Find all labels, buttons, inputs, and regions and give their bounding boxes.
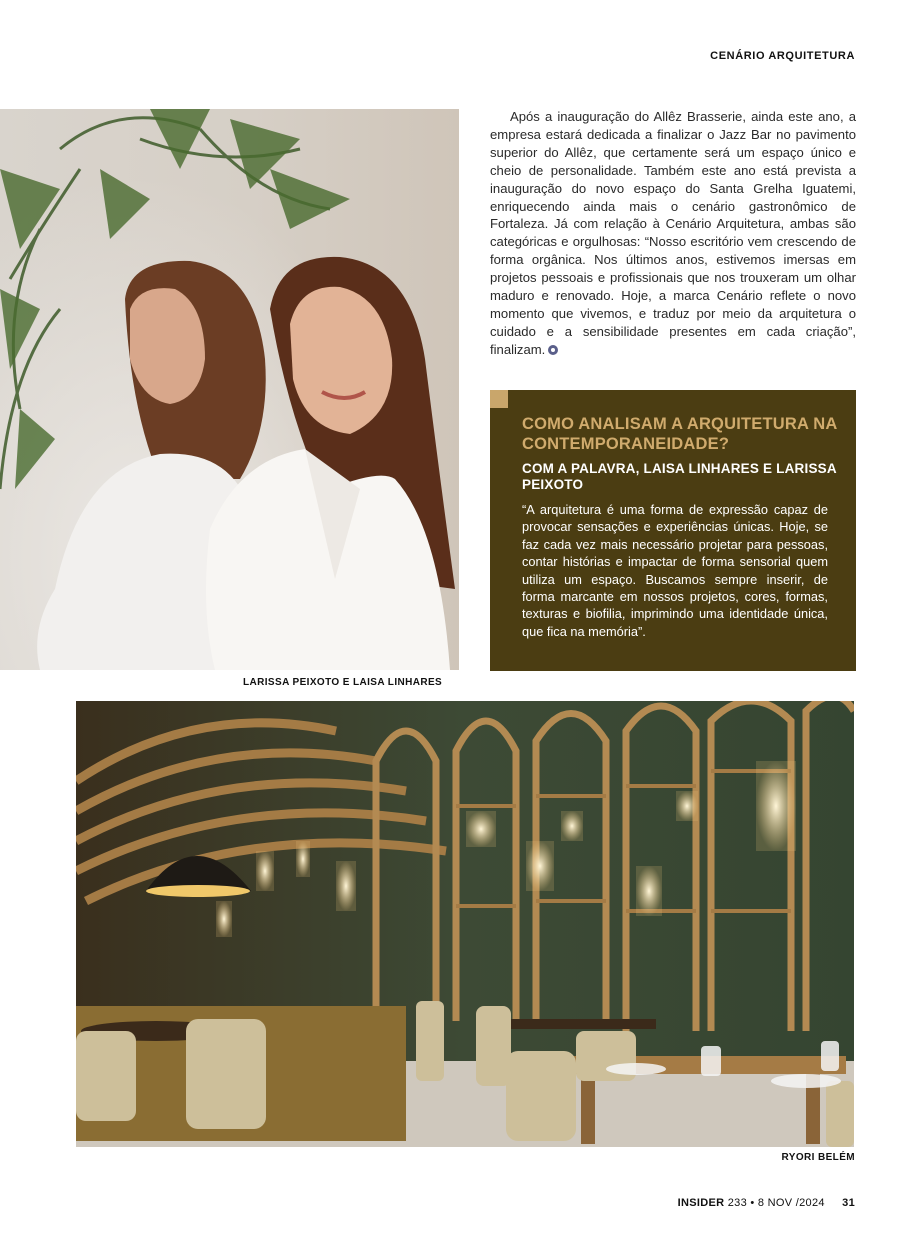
article-paragraph: Após a inauguração do Allêz Brasserie, ainda este ano, a empresa estará dedicada a finalizar o Jazz Bar no pavimento superior do Allêz, que certamente será um espaço único e cheio de personalidade. Também este ano está prevista a inauguração do novo espaço do Santa Grelha Iguatemi, enriquecendo ainda mais o cenário gastronômico de Fortaleza. Já com relação à Cenário Arquitetura, ambas são categóricas e orgulhosas: “Nosso escritório vem crescendo de forma orgânica. Nos últimos anos, estivemos imersas em projetos pessoais e profissionais que nos trouxeram um olhar maduro e renovado. Hoje, a marca Cenário reflete o novo momento que vivemos, e traduz por meio da arquitetura o cuidado e a sensibilidade presentes em cada criação”, finalizam.	[490, 109, 856, 357]
restaurant-illustration	[76, 701, 854, 1147]
page-number: 31	[842, 1197, 855, 1209]
box-subtitle: COM A PALAVRA, LAISA LINHARES E LARISSA PEIXOTO	[522, 461, 837, 492]
article-body	[490, 108, 856, 359]
magazine-name: INSIDER	[677, 1197, 725, 1209]
page-footer	[678, 1197, 855, 1209]
issue-number: 233	[727, 1197, 748, 1209]
restaurant-photo	[76, 701, 854, 1147]
issue-date: 8 NOV /2024	[757, 1197, 825, 1209]
section-header: CENÁRIO ARQUITETURA	[710, 50, 855, 62]
portrait-illustration	[0, 109, 459, 670]
portrait-photo	[0, 109, 459, 670]
footer-separator: •	[750, 1197, 755, 1209]
box-title: COMO ANALISAM A ARQUITETURA NA CONTEMPORANEIDADE?	[522, 415, 837, 453]
photo-caption-portrait: LARISSA PEIXOTO E LAISA LINHARES	[243, 677, 443, 688]
box-corner-accent	[490, 390, 508, 408]
quote-box	[490, 390, 856, 671]
photo-caption-restaurant: RYORI BELÉM	[781, 1152, 855, 1163]
end-of-article-icon	[548, 345, 558, 355]
box-quote: “A arquitetura é uma forma de expressão capaz de provocar sensações e experiências únicas. Hoje, se faz cada vez mais necessário projetar para pessoas, contar histórias e impactar de forma sensorial quem utiliza um espaço. Buscamos sempre inserir, de forma marcante em nossos projetos, cores, formas, texturas e biofilia, imprimindo uma identidade única, que fica na memória”.	[522, 502, 828, 639]
